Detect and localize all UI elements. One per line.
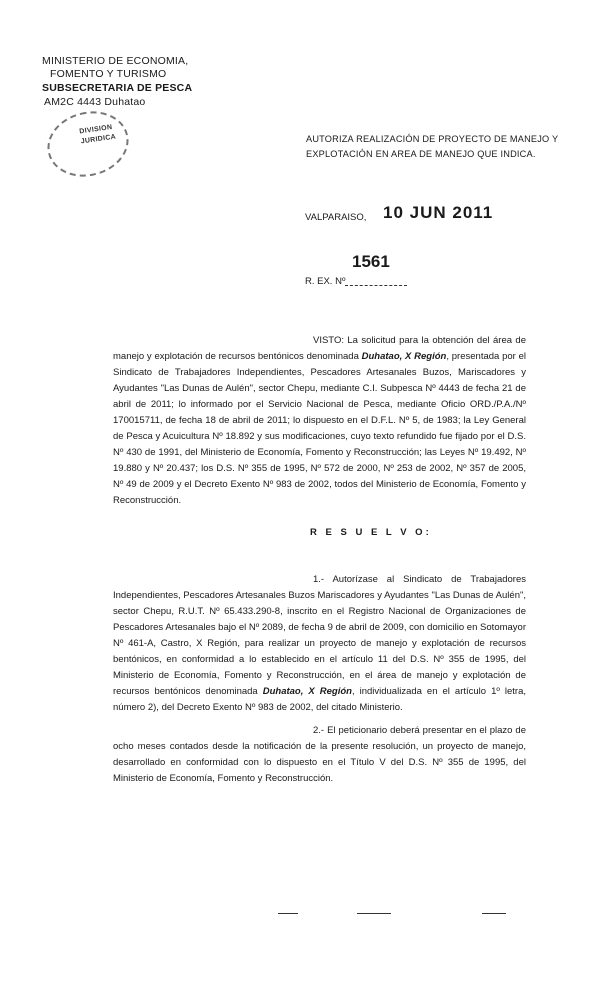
item2-text: 2.- El peticionario deberá presentar en el plazo de ocho meses contados desde la notificación de la presente resolución, un proyecto de manejo, desarrollado en conformidad con lo dispuesto en el Título V del D.S. Nº 355 de 1995, del Ministerio de Economía, Fomento y Reconstrucción.: [113, 725, 526, 784]
signature-mark-2: [357, 913, 391, 914]
item1-area-name: Duhatao, X Región: [262, 686, 352, 697]
stamp-line2: JURIDICA: [80, 133, 117, 146]
visto-label: VISTO:: [313, 335, 344, 346]
place-label: VALPARAISO,: [305, 212, 367, 223]
signature-mark-1: [278, 913, 298, 914]
resolution-title: AUTORIZA REALIZACIÓN DE PROYECTO DE MANEJO Y EXPLOTACIÓN EN AREA DE MANEJO QUE INDICA.: [306, 134, 559, 159]
item1-text-2: , individualizada en el artículo 1º letra, número 2), del Decreto Exento Nº 983 de 2002, del citado Ministerio.: [113, 686, 526, 713]
rex-label: R. EX. Nº: [305, 276, 346, 287]
resolution-number: 1561: [352, 252, 390, 271]
resuelvo-heading: R E S U E L V O:: [310, 527, 432, 538]
visto-paragraph: [113, 333, 526, 509]
visto-text-1: La solicitud para la obtención del área de manejo y explotación de recursos bentónicos denominada: [113, 335, 526, 362]
stamp-line1: DIVISION: [78, 123, 113, 136]
item2-paragraph: [113, 723, 526, 787]
ministry-line2: FOMENTO Y TURISMO: [50, 68, 167, 80]
item1-text-1: 1.- Autorízase al Sindicato de Trabajadores Independientes, Pescadores Artesanales Buzos Mariscadores y Ayudantes "Las Dunas de Aulén", sector Chepu, R.U.T. Nº 65.433.290-8, inscrito en el Registro Nacional de Organizaciones de Pescadores Artesanales bajo el Nº 2089, de fecha 9 de abril de 2009, con domicilio en Sotomayor Nº 461-A, Castro, X Región, para realizar un proyecto de manejo y explotación de recursos bentónicos, en conformidad a lo establecido en el artículo 11 del D.S. Nº 355 de 1995, del Ministerio de Economía, Fomento y Reconstrucción, en el área de manejo y explotación de recursos bentónicos denominada: [113, 574, 526, 697]
visto-text-2: , presentada por el Sindicato de Trabajadores Independientes, Pescadores Artesanales Buzos, Mariscadores y Ayudantes "Las Dunas de Aulén", sector Chepu, mediante C.I. Subpesca Nº 4443 de fecha 21 de abril de 2011; lo informado por el Servicio Nacional de Pesca, mediante Oficio ORD./P.A./Nº 170015711, de fecha 18 de abril de 2011; lo dispuesto en el D.F.L. Nº 5, de 1983; la Ley General de Pesca y Acuicultura Nº 18.892 y sus modificaciones, cuyo texto refundido fue fijado por el D.S. Nº 430 de 1991, del Ministerio de Economía, Fomento y Reconstrucción; las Leyes Nº 19.492, Nº 19.880 y Nº 20.437; los D.S. Nº 355 de 1995, Nº 572 de 2000, Nº 253 de 2002, Nº 357 de 2005, Nº 49 de 2009 y el Decreto Exento Nº 983 de 2002, todos del Ministerio de Economía, Fomento y Reconstrucción.: [113, 351, 526, 506]
date-stamp: 10 JUN 2011: [383, 203, 494, 222]
reference-code: AM2C 4443 Duhatao: [44, 96, 146, 108]
ministry-line1: MINISTERIO DE ECONOMIA,: [42, 55, 189, 67]
visto-area-name: Duhatao, X Región: [361, 351, 447, 362]
item1-paragraph: [113, 572, 526, 716]
signature-mark-3: [482, 913, 506, 914]
subsecretaria-label: SUBSECRETARIA DE PESCA: [42, 82, 193, 94]
rex-underline: [345, 285, 407, 286]
